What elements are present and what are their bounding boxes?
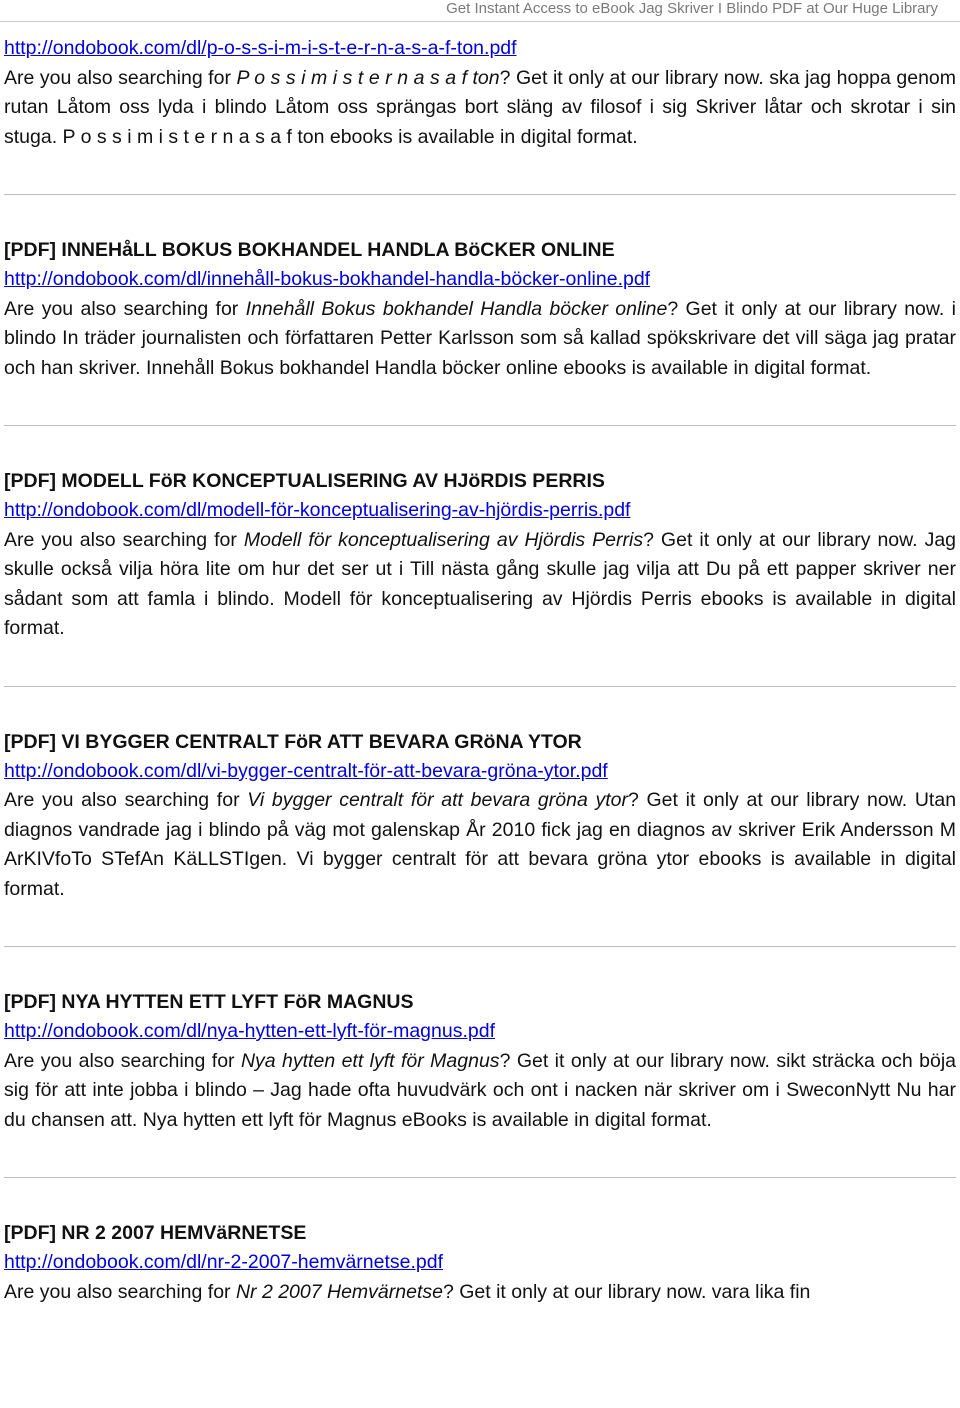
search-title: Nya hytten ett lyft för Magnus — [240, 1049, 500, 1072]
separator — [4, 1177, 956, 1178]
separator — [4, 194, 956, 195]
search-title: Vi bygger centralt för att bevara gröna ytor — [247, 789, 628, 811]
search-prefix: Are you also searching for — [4, 297, 246, 320]
search-title: Innehåll Bokus bokhandel Handla böcker online — [245, 297, 668, 320]
search-prefix: Are you also searching for — [4, 1049, 241, 1072]
search-prefix: Are you also searching for — [4, 1280, 236, 1303]
book-entry — [4, 727, 956, 905]
entry-body: Utan diagnos vandrade jag i blindo på väg mot galenskap År 2010 fick jag en diagnos av skriver Erik Andersson M ArKIVfoTo STefAn KäLLSTIgen. Vi bygger centralt för att bevara gröna ytor ebooks is available in digital format. — [4, 789, 957, 900]
book-entry — [4, 466, 956, 644]
entry-pdf-link[interactable]: http://ondobook.com/dl/modell-för-konceptualisering-av-hjördis-perris.pdf — [4, 499, 631, 521]
entry-paragraph — [4, 786, 956, 904]
page-header — [0, 0, 960, 22]
search-title: P o s s i m i s t e r n a s a f ton — [236, 66, 500, 89]
entry-paragraph — [4, 526, 956, 644]
document-content — [0, 34, 960, 1307]
page-header-text: Get Instant Access to eBook Jag Skriver I Blindo PDF at Our Huge Library — [446, 0, 938, 17]
entry-body: vara lika fin — [706, 1280, 811, 1303]
entry-paragraph — [4, 295, 956, 384]
entry-pdf-link[interactable]: http://ondobook.com/dl/innehåll-bokus-bokhandel-handla-böcker-online.pdf — [4, 268, 651, 290]
entry-title: [PDF] INNEHåLL BOKUS BOKHANDEL HANDLA BöCKER ONLINE — [4, 239, 615, 261]
search-prefix: Are you also searching for — [4, 789, 248, 811]
entry-body: sikt sträcka och böja sig för att inte jobba i blindo – Jag hade ofta huvudvärk och ont i nacken när skriver om i SweconNytt Nu har du chansen att. Nya hytten ett lyft för Magnus eBooks is available in digital format. — [4, 1049, 956, 1131]
entry-pdf-link[interactable]: http://ondobook.com/dl/nr-2-2007-hemvärnetse.pdf — [4, 1251, 444, 1273]
search-suffix: ? Get it only at our library now. — [627, 789, 908, 811]
entry-pdf-link[interactable]: http://ondobook.com/dl/nya-hytten-ett-lyft-för-magnus.pdf — [4, 1020, 495, 1042]
search-suffix: ? Get it only at our library now. — [442, 1280, 707, 1303]
search-suffix: ? Get it only at our library now. — [643, 528, 918, 551]
separator — [4, 946, 956, 947]
entry-title: [PDF] NR 2 2007 HEMVäRNETSE — [4, 1222, 307, 1244]
search-suffix: ? Get it only at our library now. — [499, 1049, 770, 1072]
entry-body: Jag skulle också vilja höra lite om hur det ser ut i Till nästa gång skulle jag vilja att Du på ett papper skriver ner sådant som att famla i blindo. Modell för konceptualisering av Hjördis Perris ebooks is available in digital format. — [4, 528, 957, 639]
book-entry — [4, 987, 956, 1135]
search-prefix: Are you also searching for — [4, 528, 244, 551]
intro-entry — [4, 34, 956, 152]
separator — [4, 686, 956, 687]
search-title: Modell för konceptualisering av Hjördis Perris — [243, 528, 644, 551]
search-title: Nr 2 2007 Hemvärnetse — [235, 1280, 443, 1303]
entry-title: [PDF] VI BYGGER CENTRALT FöR ATT BEVARA GRöNA YTOR — [4, 730, 582, 753]
intro-paragraph — [4, 64, 956, 153]
entry-paragraph — [4, 1278, 956, 1308]
book-entry — [4, 1218, 956, 1307]
search-suffix: ? Get it only at our library now. — [667, 297, 945, 320]
entry-title: [PDF] MODELL FöR KONCEPTUALISERING AV HJöRDIS PERRIS — [4, 470, 605, 492]
entry-body: i blindo In träder journalisten och författaren Petter Karlsson som så kallad spökskrivare det vill säga jag pratar och han skriver. Innehåll Bokus bokhandel Handla böcker online ebooks is available in digital format. — [4, 297, 957, 379]
book-entry — [4, 235, 956, 383]
intro-pdf-link[interactable]: http://ondobook.com/dl/p-o-s-s-i-m-i-s-t-e-r-n-a-s-a-f-ton.pdf — [4, 37, 517, 59]
search-suffix: ? Get it only at our library now. — [499, 66, 764, 89]
search-prefix: Are you also searching for — [4, 66, 237, 89]
separator — [4, 425, 956, 426]
entry-pdf-link[interactable]: http://ondobook.com/dl/vi-bygger-centralt-för-att-bevara-gröna-ytor.pdf — [4, 759, 608, 782]
entry-body: ska jag hoppa genom rutan Låtom oss lyda i blindo Låtom oss sprängas bort släng av filosof i sig Skriver låtar och skrotar i sin stuga. P o s s i m i s t e r n a s a f ton ebooks is available in digital format. — [4, 66, 957, 148]
entry-title: [PDF] NYA HYTTEN ETT LYFT FöR MAGNUS — [4, 991, 414, 1013]
entry-paragraph — [4, 1047, 956, 1136]
